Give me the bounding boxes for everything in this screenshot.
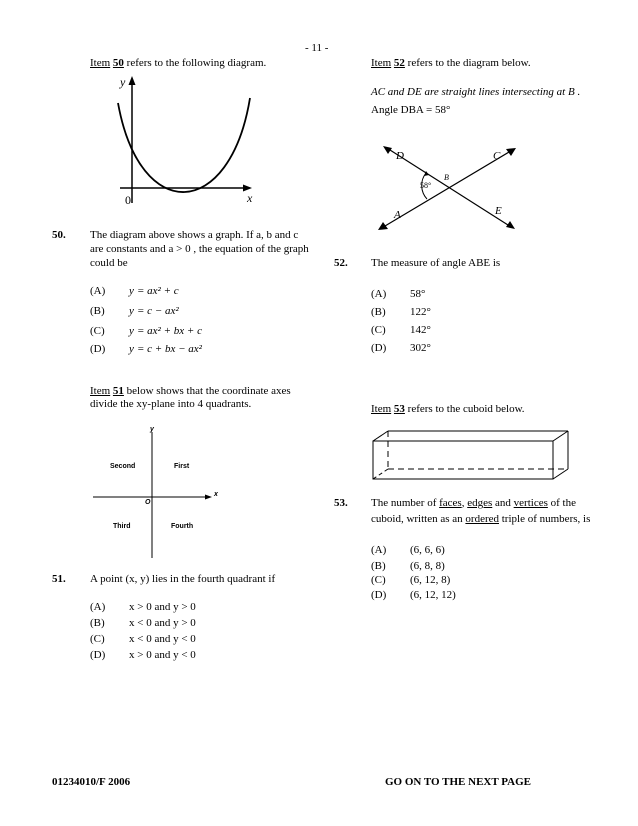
quadrant-second-label: Second [110,463,136,470]
option-label: (C) [371,324,386,336]
q52-intro-num: 52 [393,57,405,69]
option-label: (D) [90,649,106,661]
q53-comma: , [461,497,468,509]
q51-intro-item: Item [90,385,111,397]
q51-stem: A point (x, y) lies in the fourth quadrant if [90,573,276,585]
page-number: - 11 - [305,42,329,54]
q53-intro-rest: refers to the cuboid below. [404,403,525,415]
quadrant-x-arrow [205,495,212,500]
q51-number: 51. [52,573,66,585]
q53-number: 53. [334,497,348,509]
option-text: (6, 12, 12) [410,589,456,601]
word-edges: edges [467,497,493,509]
option-text: (6, 12, 8) [410,574,451,586]
option-lhs: y [129,325,134,337]
option-label: (A) [90,601,106,613]
option-text: 122° [410,306,431,318]
q50-stem-line3: could be [90,257,128,269]
option-label: (C) [371,574,386,586]
option-rhs: = ax² + c [137,285,179,297]
q53-line2-pre: cuboid, written as an [371,513,466,525]
q53-and: and [492,497,514,509]
q53-of: of the [547,497,576,509]
q51-intro-rest: below shows that the coordinate axes [123,385,291,397]
intersecting-lines-diagram [370,140,530,240]
arrow-c [506,148,516,156]
parabola-curve [118,98,250,192]
option-label: (A) [90,285,106,297]
q50-number: 50. [52,229,66,241]
arrow-a [378,222,388,230]
label-a: A [394,209,401,221]
q52-intro-item: Item [371,57,392,69]
q53-stem-line2 [371,513,590,525]
footer-code: 01234010/F 2006 [52,776,131,788]
option-lhs: y [129,343,134,355]
q52-line1: AC and DE are straight lines intersecting at B . [371,86,581,98]
q50-intro-num: 50 [112,57,124,69]
option-rhs: = c − ax² [137,305,179,317]
option-lhs: y [129,285,134,297]
quadrant-y-label: y [150,426,154,433]
quadrant-first-label: First [174,463,190,470]
label-angle: 58° [420,181,432,190]
q52-intro [371,57,531,69]
option-label: (A) [371,544,387,556]
q50-stem-line2: are constants and a > 0 , the equation of the graph [90,243,309,255]
option-label: (A) [371,288,387,300]
q53-line2-post: triple of numbers, is [499,513,591,525]
quadrant-fourth-label: Fourth [171,523,194,530]
cuboid-front-face [373,441,553,479]
parabola-graph [100,70,270,210]
q53-intro [371,403,525,415]
label-b: B [444,173,449,182]
word-ordered: ordered [465,513,499,525]
cuboid-diagram [368,428,578,484]
line-ac [385,152,509,226]
graph-x-label: x [247,191,253,205]
option-rhs: = c + bx − ax² [137,343,202,355]
quadrant-axes-diagram [85,422,225,562]
graph-y-label: y [120,75,126,89]
option-label: (D) [371,342,387,354]
option-label: (B) [90,305,105,317]
option-label: (C) [90,633,105,645]
graph-y-arrow [129,76,136,85]
option-label: (D) [90,343,106,355]
option-label: (D) [371,589,387,601]
graph-origin-label: 0 [125,193,131,207]
q50-intro-rest: refers to the following diagram. [123,57,267,69]
label-e: E [495,205,502,217]
option-text: x > 0 and y < 0 [129,649,196,661]
q52-number: 52. [334,257,348,269]
arrow-d [383,146,392,154]
quadrant-x-label: x [214,491,218,498]
option-rhs: = ax² + bx + c [137,325,202,337]
option-label: (B) [371,560,386,572]
q51-intro-line2: divide the xy-plane into 4 quadrants. [90,398,252,410]
q50-intro [90,57,266,69]
q52-line2: Angle DBA = 58° [371,104,451,116]
word-faces: faces [439,497,462,509]
option-label: (C) [90,325,105,337]
cuboid-hidden-diagonal [373,469,388,479]
option-lhs: y [129,305,134,317]
option-text: 302° [410,342,431,354]
option-label: (B) [371,306,386,318]
q53-stem-line1 [371,497,601,509]
q52-stem: The measure of angle ABE is [371,257,501,269]
q53-intro-item: Item [371,403,392,415]
option-text: (6, 8, 8) [410,560,445,572]
quadrant-third-label: Third [113,523,131,530]
q50-stem-line1: The diagram above shows a graph. If a, b and c [90,229,299,241]
q50-intro-item: Item [90,57,111,69]
label-c: C [493,150,501,162]
quadrant-origin-label: O [145,499,151,506]
option-text: 142° [410,324,431,336]
option-label: (B) [90,617,105,629]
label-d: D [396,150,404,162]
q53-stem-pre: The number of [371,497,440,509]
option-text: x < 0 and y > 0 [129,617,196,629]
option-text: 58° [410,288,426,300]
q52-intro-rest: refers to the diagram below. [404,57,531,69]
q53-intro-num: 53 [393,403,405,415]
word-vertices: vertices [513,497,548,509]
arrow-e [506,221,515,229]
option-text: (6, 6, 6) [410,544,445,556]
q51-intro [90,385,291,397]
footer-next-page: GO ON TO THE NEXT PAGE [385,776,531,788]
q51-intro-num: 51 [112,385,124,397]
option-text: x < 0 and y < 0 [129,633,196,645]
option-text: x > 0 and y > 0 [129,601,196,613]
